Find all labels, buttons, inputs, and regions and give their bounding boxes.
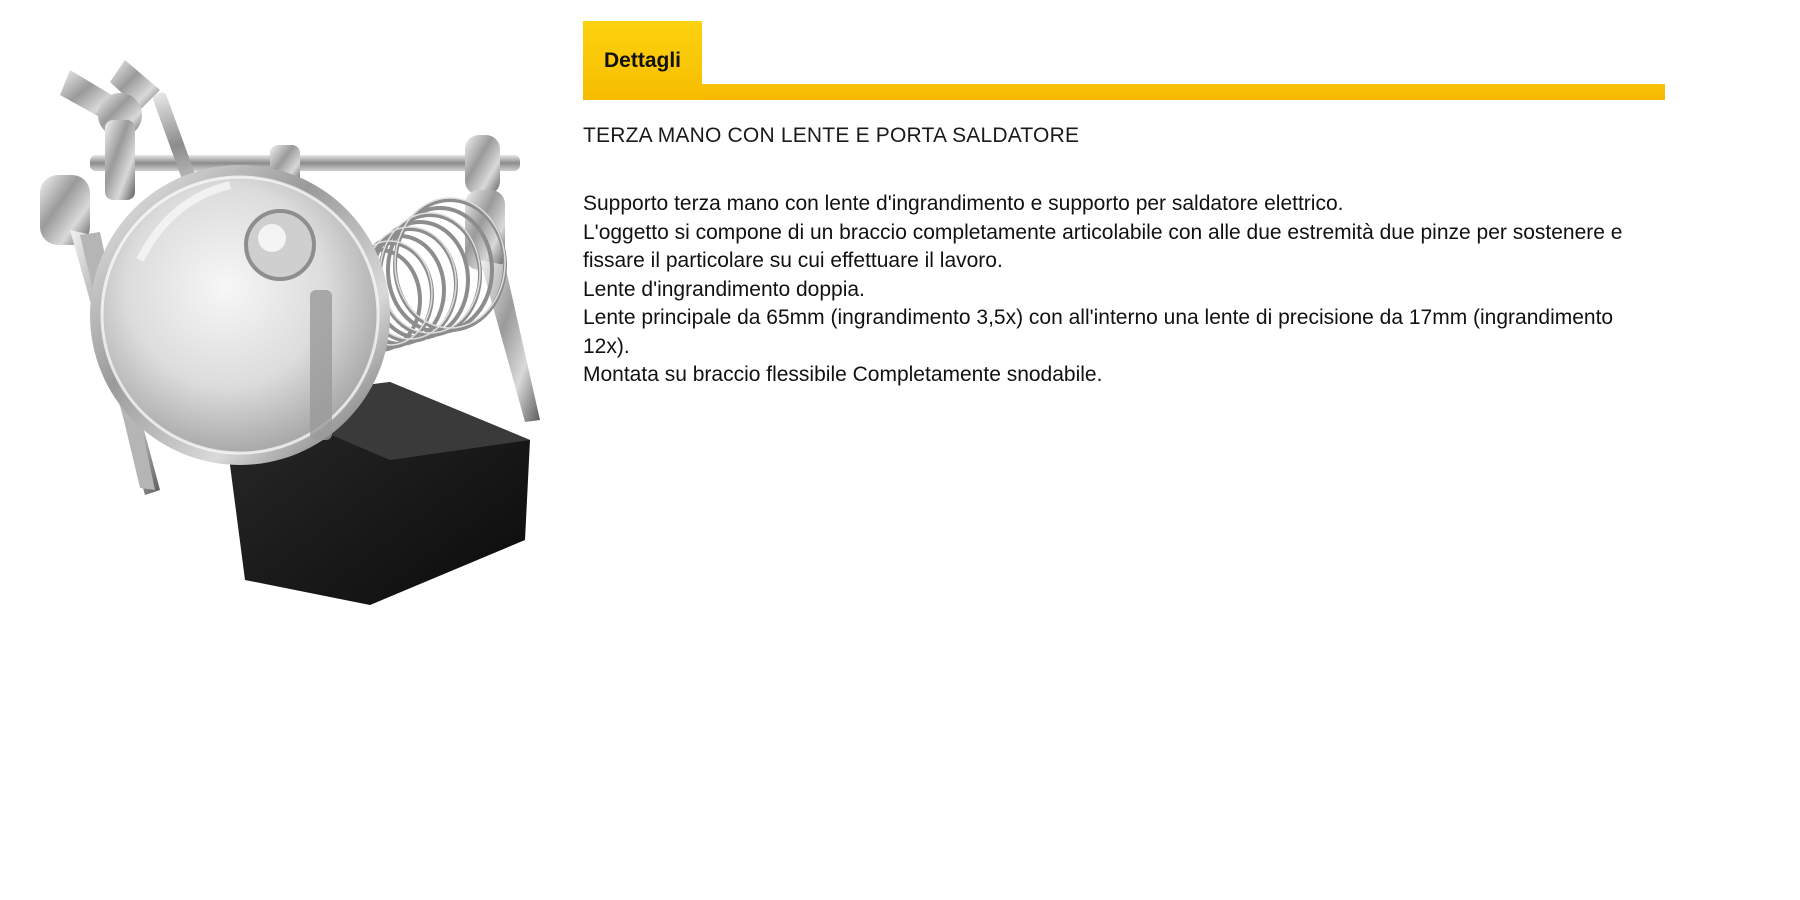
product-details (583, 21, 1665, 390)
tab-dettagli[interactable]: Dettagli (583, 21, 702, 100)
product-description (583, 190, 1665, 390)
tab-underline-bar (583, 84, 1665, 100)
description-line: Montata su braccio flessibile Completamente snodabile. (583, 363, 1103, 386)
tab-strip (583, 21, 1665, 100)
product-title: TERZA MANO CON LENTE E PORTA SALDATORE (583, 124, 1080, 147)
description-line: Lente d'ingrandimento doppia. (583, 277, 865, 301)
description-line: Supporto terza mano con lente d'ingrandimento e supporto per saldatore elettrico. (583, 192, 1344, 215)
product-image (10, 20, 570, 640)
description-line: Lente principale da 65mm (ingrandimento 3,5x) con all'interno una lente di precisione da 17mm (ingrandimento 12x). (583, 306, 1614, 358)
description-line: L'oggetto si compone di un braccio completamente articolabile con alle due estremità due pinze per sostenere e fissare il particolare su cui effettuare il lavoro. (583, 220, 1623, 272)
